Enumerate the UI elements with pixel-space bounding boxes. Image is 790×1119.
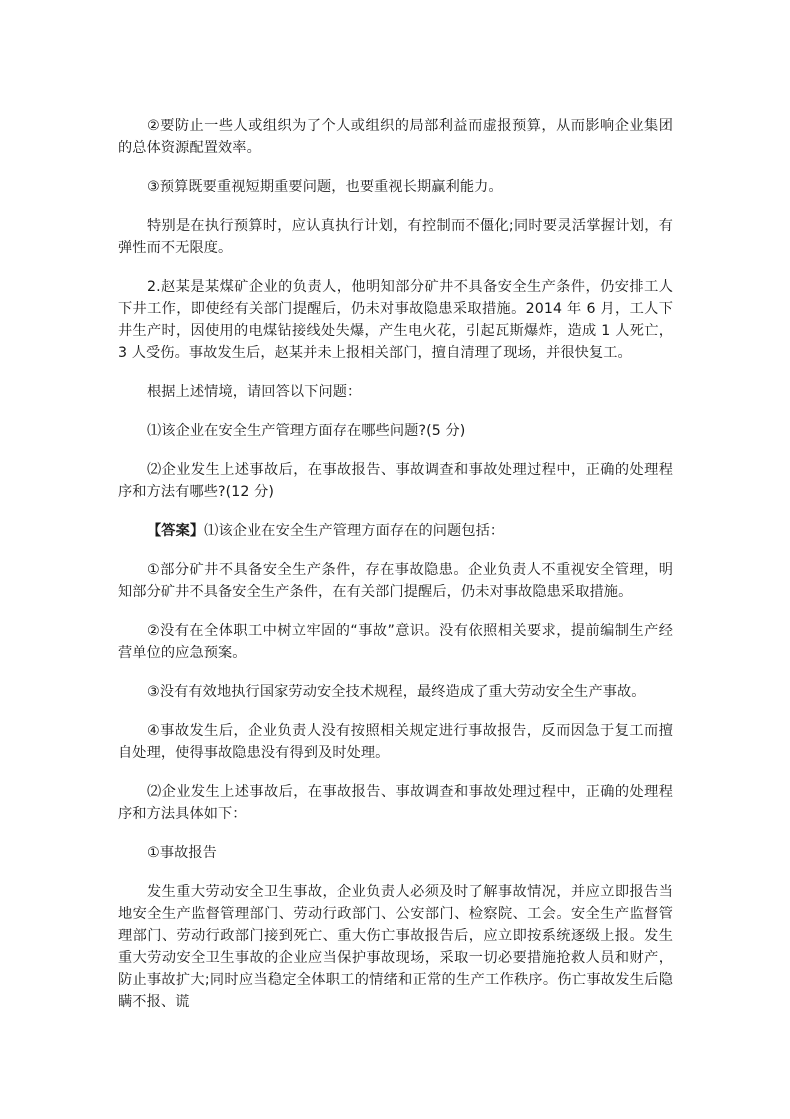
answer-tag: 【答案】 [147,523,205,539]
document-body [118,115,673,1013]
paragraph-accident-report-body: 发生重大劳动安全卫生事故，企业负责人必须及时了解事故情况，并应立即报告当地安全生产监督管理部门、劳动行政部门、公安部门、检察院、工会。安全生产监督管理部门、劳动行政部门接到死亡、重大伤亡事故报告后，应立即按系统逐级上报。发生重大劳动安全卫生事故的企业应当保护事故现场，采取一切必要措施抢救人员和财产，防止事故扩大;同时应当稳定全体职工的情绪和正常的生产工作秩序。伤亡事故发生后隐瞒不报、谎 [118,884,673,1010]
paragraph-question-intro: 根据上述情境，请回答以下问题： [147,384,362,400]
paragraph-answer-point-3: ③没有有效地执行国家劳动安全技术规程，最终造成了重大劳动安全生产事故。 [147,684,646,700]
paragraph-answer-part-2: ⑵企业发生上述事故后，在事故报告、事故调查和事故处理过程中，正确的处理程序和方法具体如下： [118,784,673,822]
paragraph-answer-point-2: ②没有在全体职工中树立牢固的“事故”意识。没有依照相关要求，提前编制生产经营单位的应急预案。 [118,623,673,661]
paragraph-budget-point-2: ②要防止一些人或组织为了个人或组织的局部利益而虚报预算，从而影响企业集团的总体资源配置效率。 [118,118,673,156]
answer-heading-text: ⑴该企业在安全生产管理方面存在的问题包括： [204,523,505,539]
paragraph-accident-report-heading: ①事故报告 [147,845,217,861]
paragraph-case-description: 2.赵某是某煤矿企业的负责人，他明知部分矿井不具备安全生产条件，仍安排工人下井工作，即使经有关部门提醒后，仍未对事故隐患采取措施。2014 年 6 月，工人下井生产时，因使用的电煤钻接线处失爆，产生电火花，引起瓦斯爆炸，造成 1 人死亡，3 人受伤。事故发生后，赵某并未上报相关部门，擅自清理了现场，并很快复工。 [118,279,673,361]
paragraph-answer-point-1: ①部分矿井不具备安全生产条件，存在事故隐患。企业负责人不重视安全管理，明知部分矿井不具备安全生产条件，在有关部门提醒后，仍未对事故隐患采取措施。 [118,562,673,600]
paragraph-question-2: ⑵企业发生上述事故后，在事故报告、事故调查和事故处理过程中，正确的处理程序和方法有哪些?(12 分) [118,462,673,500]
paragraph-budget-point-3: ③预算既要重视短期重要问题，也要重视长期赢利能力。 [147,179,503,195]
paragraph-answer-heading [118,520,673,542]
paragraph-question-1: ⑴该企业在安全生产管理方面存在哪些问题?(5 分) [147,423,466,439]
paragraph-budget-execution: 特别是在执行预算时，应认真执行计划，有控制而不僵化;同时要灵活掌握计划，有弹性而不无限度。 [118,218,673,256]
paragraph-answer-point-4: ④事故发生后，企业负责人没有按照相关规定进行事故报告，反而因急于复工而擅自处理，使得事故隐患没有得到及时处理。 [118,723,673,761]
